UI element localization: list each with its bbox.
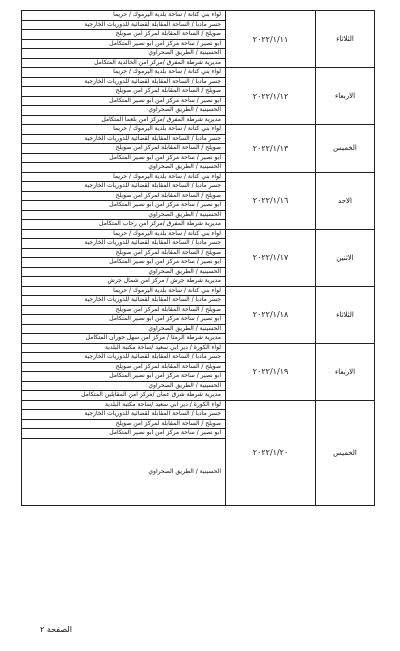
location-entry: جسر مادبا / الساحة المقابلة لقضائية للدوريات الخارجية — [22, 78, 225, 88]
location-entry: جسر مادبا / الساحة المقابلة لقضائية للدوريات الخارجية — [22, 410, 225, 420]
location-entry: جسر مادبا / الساحة المقابلة لقضائية للدوريات الخارجية — [22, 21, 225, 31]
schedule-body — [22, 11, 375, 506]
schedule-row — [22, 286, 375, 343]
schedule-row — [22, 11, 375, 68]
day-cell: الاربعاء — [316, 68, 375, 125]
location-entry: جسر مادبا / الساحة المقابلة لقضائية للدوريات الخارجية — [22, 182, 225, 192]
location-entry: الحسينية / الطريق الصحراوي — [148, 163, 221, 170]
location-entry: الحسينية / الطريق الصحراوي — [22, 268, 225, 278]
schedule-row — [22, 68, 375, 125]
day-cell: الثلاثاء — [316, 11, 375, 68]
location-entry: جسر مادبا / الساحة المقابلة لقضائية للدوريات الخارجية — [22, 296, 225, 306]
locations-cell — [22, 229, 226, 286]
location-entry: صويلح / الساحة المقابلة لمركز امن صويلح — [22, 87, 225, 97]
locations-cell — [22, 286, 226, 343]
location-entry: الحسينية / الطريق الصحراوي — [22, 211, 225, 221]
location-entry: لواء بني كنانة / ساحة بلدية اليرموك / حريما — [22, 230, 225, 240]
location-entry: ابو نصير / ساحة مركز امن ابو نصير المتكامل — [22, 315, 225, 325]
location-entry: جسر مادبا / الساحة المقابلة لقضائية للدوريات الخارجية — [22, 353, 225, 363]
location-entry: الحسينية / الطريق الصحراوي — [22, 106, 225, 116]
location-entry: مديرية شرطة المفرق /مركز امن رحاب المتكامل — [99, 220, 221, 227]
date-cell: ٢٠٢٢/١/١٨ — [226, 286, 316, 343]
schedule-row — [22, 172, 375, 229]
location-entry: ابو نصير / ساحة مركز امن ابو نصير المتكامل — [22, 40, 225, 50]
location-entry: مديرية شرطة شرق عمان /مركز امن المقابلين المتكامل — [81, 391, 221, 398]
location-entry: ابو نصير / ساحة مركز امن ابو نصير المتكامل — [22, 97, 225, 107]
location-entry: صويلح / الساحة المقابلة لمركز امن صويلح — [22, 420, 225, 430]
location-entry: لواء الكورة / دير ابي سعيد /ساحة مكتبة البلدية — [22, 344, 225, 354]
location-entry: ابو نصير / ساحة مركز امن ابو نصير المتكامل — [22, 372, 225, 382]
locations-cell — [22, 343, 226, 400]
location-entry: لواء بني كنانة / ساحة بلدية اليرموك / حريما — [22, 287, 225, 297]
location-entry: مديرية شرطة جرش / مركز امن شمال جرش — [107, 277, 221, 284]
location-entry: صويلح / الساحة المقابلة لمركز امن صويلح — [22, 306, 225, 316]
schedule-row — [22, 229, 375, 286]
date-cell: ٢٠٢٢/١/١١ — [226, 11, 316, 68]
location-entry: ابو نصير / ساحة مركز امن ابو نصير المتكامل — [22, 154, 225, 164]
location-entry: صويلح / الساحة المقابلة لمركز امن صويلح — [22, 249, 225, 259]
day-cell: الخميس — [316, 125, 375, 173]
schedule-row — [22, 125, 375, 173]
location-entry: ابو نصير / ساحة مركز امن ابو نصير المتكامل — [22, 429, 225, 439]
locations-cell — [22, 400, 226, 505]
date-cell: ٢٠٢٢/١/٢٠ — [226, 400, 316, 505]
day-cell: الاحد — [316, 172, 375, 229]
location-entry: صويلح / الساحة المقابلة لمركز امن صويلح — [22, 363, 225, 373]
location-entry: الحسينية / الطريق الصحراوي — [22, 49, 225, 59]
location-entry: صويلح / الساحة المقابلة لمركز امن صويلح — [22, 192, 225, 202]
location-entry: مديرية شرطة الرمثا / مركز امن سهل حوران المتكامل — [85, 334, 221, 341]
date-cell: ٢٠٢٢/١/١٣ — [226, 125, 316, 173]
day-cell: الاثنين — [316, 229, 375, 286]
location-entry: لواء بني كنانة / ساحة بلدية اليرموك / حريما — [22, 173, 225, 183]
location-entry: صويلح / الساحة المقابلة لمركز امن صويلح — [22, 144, 225, 154]
location-entry: ابو نصير / ساحة مركز امن ابو نصير المتكامل — [22, 201, 225, 211]
location-entry: ابو نصير / ساحة مركز امن ابو نصير المتكامل — [22, 258, 225, 268]
location-entry: مديرية شرطة المفرق /مركز امن الخالدية المتكامل — [94, 58, 221, 66]
date-cell: ٢٠٢٢/١/١٧ — [226, 229, 316, 286]
location-entry: مديرية شرطة المفرق /مركز امن بلعما المتكامل — [101, 115, 221, 123]
location-entry: جسر مادبا / الساحة المقابلة لقضائية للدوريات الخارجية — [22, 135, 225, 145]
location-entry: لواء الكورة / دير ابي سعيد /ساحة مكتبة البلدية — [22, 401, 225, 411]
locations-cell — [22, 11, 226, 68]
location-entry: لواء بني كنانة / ساحة بلدية اليرموك / حريما — [22, 11, 225, 21]
location-entry: الحسينية / الطريق الصحراوي — [22, 325, 225, 335]
location-entry: الحسينية / الطريق الصحراوي — [148, 467, 221, 475]
schedule-row — [22, 400, 375, 505]
locations-cell — [22, 125, 226, 173]
locations-cell — [22, 172, 226, 229]
date-cell: ٢٠٢٢/١/١٦ — [226, 172, 316, 229]
location-entry: جسر مادبا / الساحة المقابلة لقضائية للدوريات الخارجية — [22, 239, 225, 249]
locations-cell — [22, 68, 226, 125]
location-entry: الحسينية / الطريق الصحراوي — [22, 382, 225, 392]
location-entry: لواء بني كنانة / ساحة بلدية اليرموك / حريما — [22, 125, 225, 135]
schedule-row — [22, 343, 375, 400]
day-cell: الثلاثاء — [316, 286, 375, 343]
day-cell: الاربعاء — [316, 343, 375, 400]
day-cell: الخميس — [316, 400, 375, 505]
date-cell: ٢٠٢٢/١/١٢ — [226, 68, 316, 125]
schedule-table — [21, 10, 375, 506]
location-entry: صويلح / الساحة المقابلة لمركز امن صويلح — [22, 30, 225, 40]
date-cell: ٢٠٢٢/١/١٩ — [226, 343, 316, 400]
page-number: الصفحة ٢ — [40, 625, 72, 634]
location-entry: لواء بني كنانة / ساحة بلدية اليرموك / حريما — [22, 68, 225, 78]
